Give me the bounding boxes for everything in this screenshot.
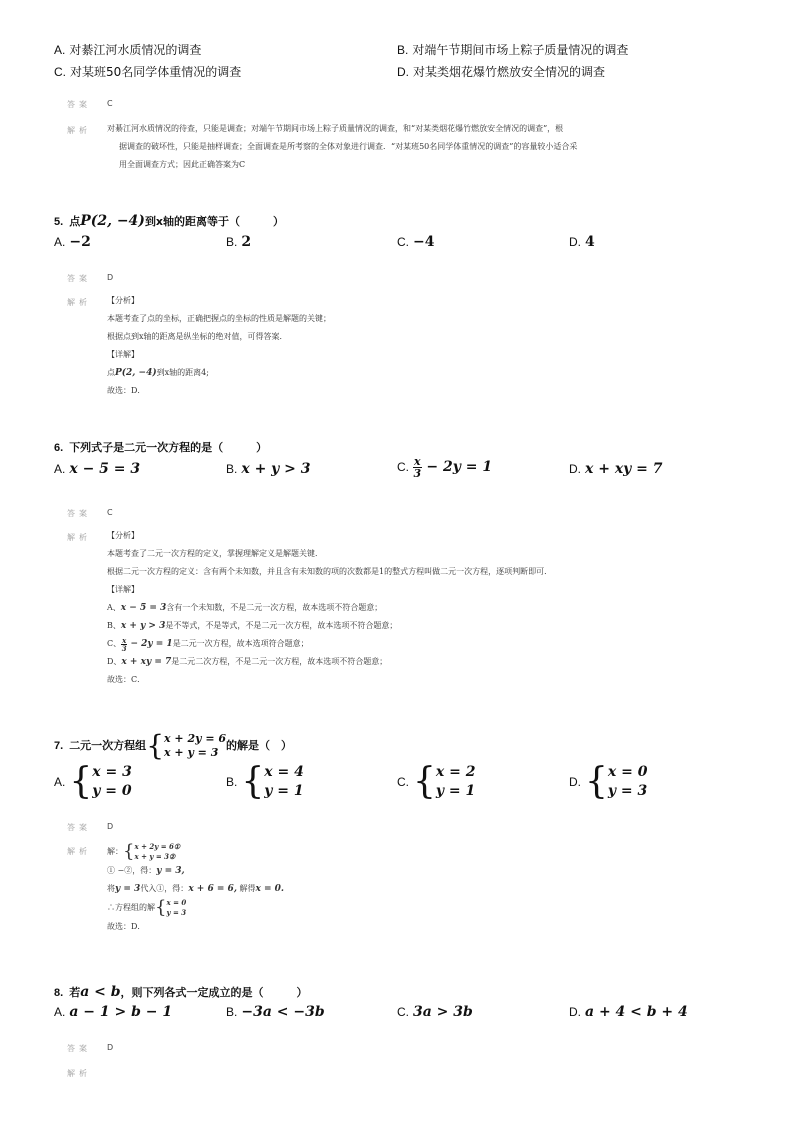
q5-option-d[interactable]: D. 4 (569, 234, 595, 250)
q4-option-d[interactable]: D. 对某类烟花爆竹燃放安全情况的调查 (397, 65, 606, 79)
q7-option-b[interactable]: B. { x = 4 y = 1 (226, 761, 304, 802)
q5-option-b[interactable]: B. 2 (226, 234, 252, 250)
q4-option-c[interactable]: C. 对某班50名同学体重情况的调查 (54, 65, 242, 79)
q6-explain-tag: 解析 (67, 533, 91, 542)
q6-option-b[interactable]: B. x + y > 3 (226, 461, 311, 477)
q4-answer-tag: 答案 (67, 100, 91, 109)
q4-option-a[interactable]: A. 对綦江河水质情况的调查 (54, 43, 202, 57)
q7-options (0, 763, 794, 803)
q7-option-d[interactable]: D. { x = 0 y = 3 (569, 761, 648, 802)
q6-options (0, 455, 794, 486)
q6-answer-tag: 答案 (67, 509, 91, 518)
q4-answer: C (107, 99, 113, 108)
q7-explain-tag: 解析 (67, 847, 91, 856)
q7-answer: D (107, 822, 114, 831)
q8-answer-tag: 答案 (67, 1044, 91, 1053)
q8-option-d[interactable]: D. a + 4 < b + 4 (569, 1004, 688, 1020)
q7-option-c[interactable]: C. { x = 2 y = 1 (397, 761, 476, 802)
q4-options-row-2 (0, 61, 794, 83)
q8-option-c[interactable]: C. 3a > 3b (397, 1004, 473, 1020)
q4-explanation: 对綦江河水质情况的待查，只能是调查；对端午节期间市场上粽子质量情况的调查，和“对某类烟花爆竹燃放安全情况的调查”，根 据调查的破坏性，只能是抽样调查；全面调查是所考察的全体对象进行调查．“对某班50名同学体重情况的调查”的容量较小适合采 用全面调查方式；因此正确答案为C (107, 124, 578, 169)
q6-option-d[interactable]: D. x + xy = 7 (569, 461, 663, 477)
q8-options (0, 1001, 794, 1023)
q4-explain-tag: 解析 (67, 126, 91, 135)
q5-option-c[interactable]: C. −4 (397, 234, 435, 250)
q4-option-b[interactable]: B. 对端午节期间市场上粽子质量情况的调查 (397, 43, 629, 57)
q7-stem: 7. 二元一次方程组 { x + 2y = 6 x + y = 3 的解是（ ） (54, 729, 293, 762)
q6-explanation: 【分析】 本题考查了二元一次方程的定义，掌握理解定义是解题关键． 根据二元一次方程的定义：含有两个未知数，并且含有未知数的项的次数都是1的整式方程叫做二元一次方程，逐项判断即可． 【详解】 A、x − 5 = 3含有一个未知数，不是二元一次方程，故本选项不符合题意； B、x + y > 3是不等式，不是等式，不是二元一次方程，故本选项不符合题意； C、 $\frac{x}{3}$ − 2y = 1是二元一次方程，故本选项符合题意； D、x + xy = 7是二元二次方程，不是二元一次方程，故本选项不符合题意； 故选：C． (107, 531, 553, 684)
q6-stem: 6. 下列式子是二元一次方程的是（ ） (54, 441, 268, 454)
q6-option-c[interactable]: C. $\frac{x}{3}$ − 2y = 1 (397, 455, 493, 480)
q8-stem: 8. 若a < b，则下列各式一定成立的是（ ） (54, 984, 308, 1000)
q5-explanation: 【分析】 本题考查了点的坐标，正确把握点的坐标的性质是解题的关键； 根据点到x轴的距离是纵坐标的绝对值，可得答案． 【详解】 点P(2, −4)到x轴的距离4; 故选：D． (107, 296, 331, 395)
q5-explain-tag: 解析 (67, 298, 91, 307)
q6-option-a[interactable]: A. x − 5 = 3 (54, 461, 141, 477)
q7-answer-tag: 答案 (67, 823, 91, 832)
q8-explain-tag: 解析 (67, 1069, 91, 1078)
q8-option-a[interactable]: A. a − 1 > b − 1 (54, 1004, 173, 1020)
q5-answer-tag: 答案 (67, 274, 91, 283)
q7-equation-system: { x + 2y = 6 x + y = 3 (146, 729, 227, 762)
q6-option-c-fraction: $\frac{x}{3}$ (413, 455, 422, 480)
q5-options (0, 231, 794, 253)
q5-stem: 5. 点P(2, −4)到x轴的距离等于（ ） (54, 213, 285, 229)
q4-options-row-1 (0, 39, 794, 61)
q6-answer: C (107, 508, 113, 517)
q5-option-a[interactable]: A. −2 (54, 234, 91, 250)
q8-answer: D (107, 1043, 114, 1052)
q8-option-b[interactable]: B. −3a < −3b (226, 1004, 325, 1020)
q5-answer: D (107, 273, 114, 282)
q7-option-a[interactable]: A. { x = 3 y = 0 (54, 761, 132, 802)
q7-explanation: 解： { x + 2y = 6① x + y = 3② ① −②，得：y = 3, 将y = 3代入①，得：x + 6 = 6, 解得x = 0. ∴方程组的解 { x = 0 y = 3 故选：D． (107, 841, 285, 931)
